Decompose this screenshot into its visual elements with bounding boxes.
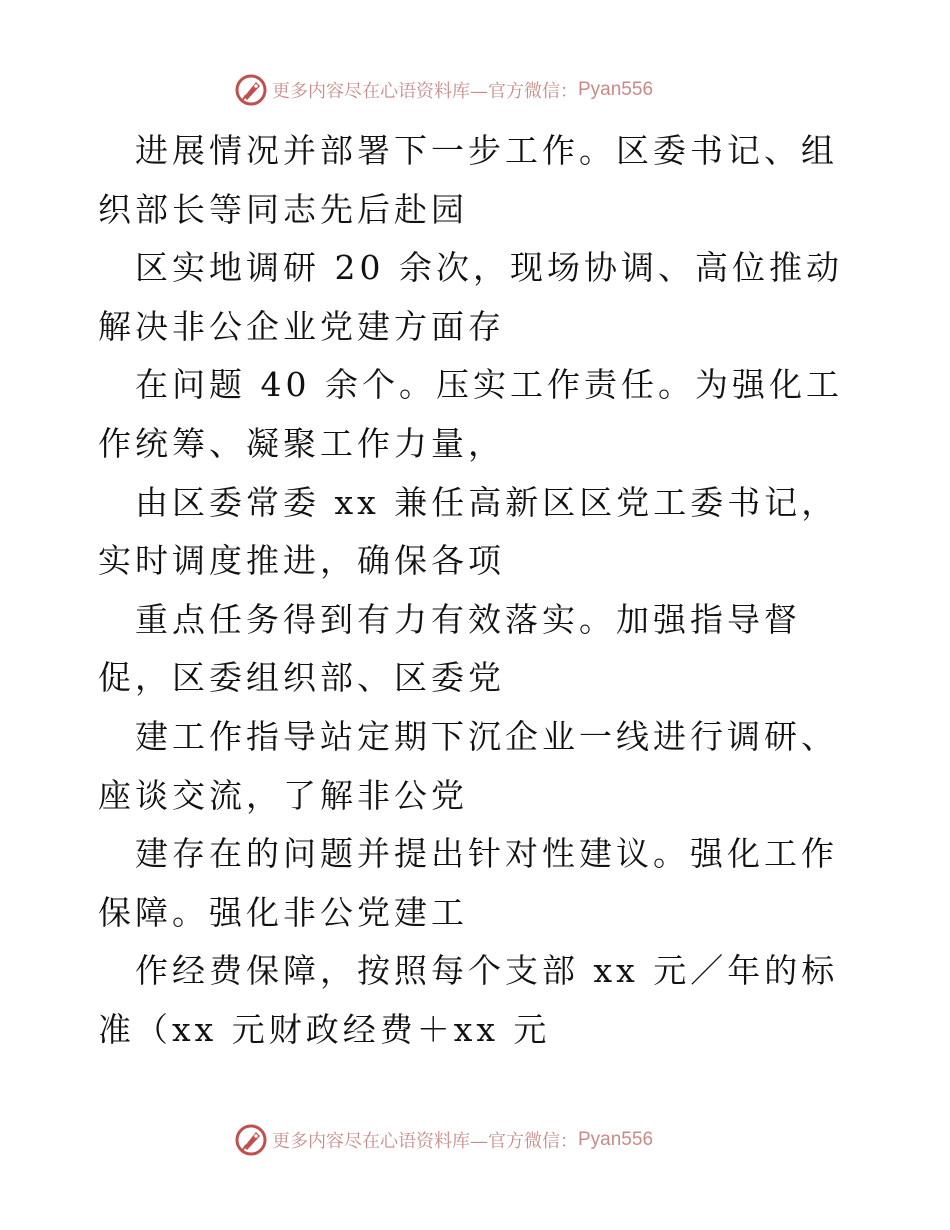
watermark-wechat-id: Pyan556 (578, 79, 654, 100)
pen-nib-logo-icon (234, 1123, 268, 1157)
paragraph: 区实地调研 20 余次，现场协调、高位推动解决非公企业党建方面存 (98, 248, 843, 346)
paragraph: 重点任务得到有力有效落实。加强指导督促，区委组织部、区委党 (98, 599, 801, 698)
watermark-text: 更多内容尽在心语资料库—官方微信： (272, 1131, 578, 1152)
footer-watermark (234, 1122, 653, 1158)
paragraph: 作经费保障，按照每个支部 xx 元／年的标准（xx 元财政经费＋xx 元 (98, 951, 839, 1049)
paragraph: 建工作指导站定期下沉企业一线进行调研、座谈交流，了解非公党 (98, 716, 838, 815)
watermark-text: 更多内容尽在心语资料库—官方微信： (272, 81, 578, 102)
pen-nib-logo-icon (234, 73, 268, 107)
header-watermark (234, 72, 653, 108)
paragraph: 建存在的问题并提出针对性建议。强化工作保障。强化非公党建工 (98, 834, 838, 932)
paragraph: 由区委常委 xx 兼任高新区区党工委书记，实时调度推进，确保各项 (98, 482, 839, 581)
document-body (98, 122, 858, 1060)
paragraph: 在问题 40 余个。压实工作责任。为强化工作统筹、凝聚工作力量， (98, 365, 843, 463)
watermark-wechat-id: Pyan556 (578, 1129, 654, 1150)
paragraph: 进展情况并部署下一步工作。区委书记、组织部长等同志先后赴园 (98, 131, 838, 229)
